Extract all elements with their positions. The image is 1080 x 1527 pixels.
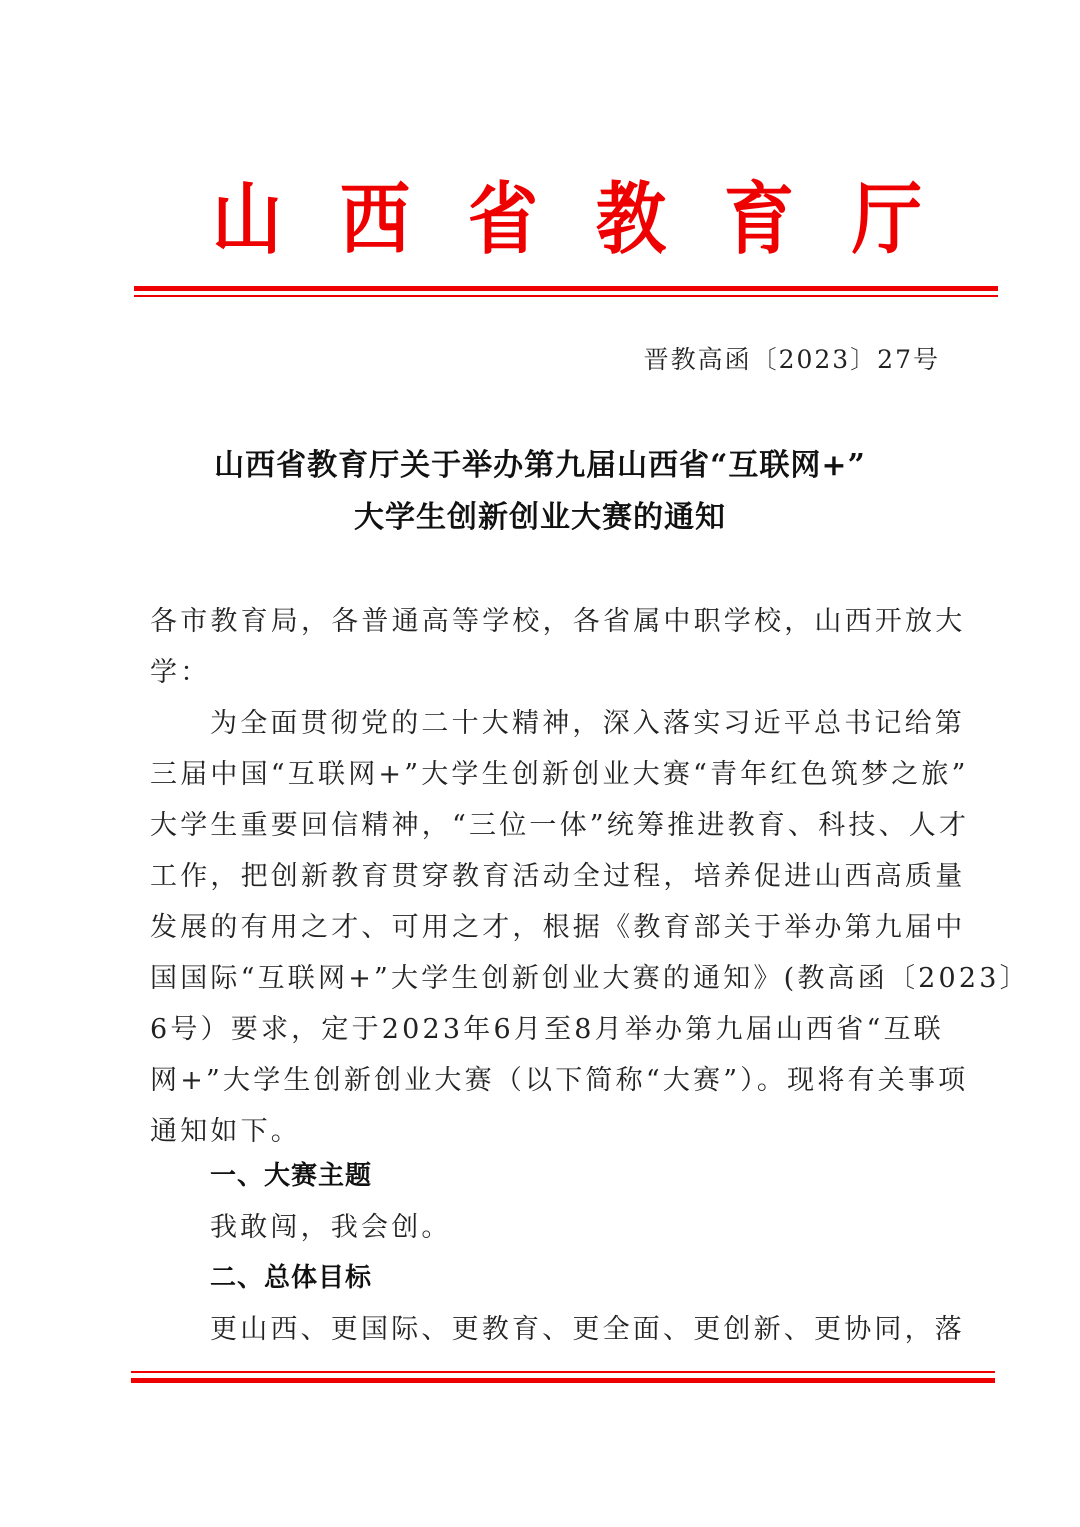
section-text-line: 更山西、更国际、更教育、更全面、更创新、更协同，落 xyxy=(210,1314,965,1345)
body-line: 工作，把创新教育贯穿教育活动全过程，培养促进山西高质量 xyxy=(150,861,966,892)
body-paragraph xyxy=(150,698,1030,1157)
footer-rule-thick xyxy=(131,1378,995,1383)
body-line: 发展的有用之才、可用之才，根据《教育部关于举办第九届中 xyxy=(150,912,966,943)
document-title-line-2: 大学生创新创业大赛的通知 xyxy=(354,500,726,535)
body-line: 三届中国“互联网+”大学生创新创业大赛“青年红色筑梦之旅” xyxy=(150,759,969,790)
section-text-line: 我敢闯，我会创。 xyxy=(210,1212,452,1243)
section-text-goal xyxy=(210,1304,965,1355)
document-number: 晋教高函〔2023〕27号 xyxy=(643,345,940,374)
body-line: 通知如下。 xyxy=(150,1116,301,1147)
addressee xyxy=(150,596,966,698)
masthead-char: 西 xyxy=(339,174,411,265)
masthead-char: 山 xyxy=(211,174,283,265)
addressee-line: 学： xyxy=(150,657,211,688)
section-heading-theme: 一、大赛主题 xyxy=(210,1161,373,1191)
masthead-title xyxy=(130,170,1010,270)
header-rule-thin xyxy=(134,295,998,297)
body-line: 为全面贯彻党的二十大精神，深入落实习近平总书记给第 xyxy=(210,708,965,739)
body-line: 国国际“互联网+”大学生创新创业大赛的通知》(教高函〔2023〕 xyxy=(150,963,1030,994)
section-text-theme xyxy=(210,1202,950,1253)
header-rule-thick xyxy=(134,286,998,291)
body-line: 网+”大学生创新创业大赛（以下简称“大赛”）。现将有关事项 xyxy=(150,1065,969,1096)
footer-rule-thin xyxy=(131,1371,995,1373)
masthead-char: 育 xyxy=(723,174,795,265)
body-line: 大学生重要回信精神，“三位一体”统筹推进教育、科技、人才 xyxy=(150,810,970,841)
body-line: 6号）要求，定于2023年6月至8月举办第九届山西省“互联 xyxy=(150,1014,944,1045)
masthead-char: 省 xyxy=(467,174,539,265)
section-heading-goal: 二、总体目标 xyxy=(210,1263,373,1293)
document-title-line-1: 山西省教育厅关于举办第九届山西省“互联网+” xyxy=(214,448,866,483)
masthead-char: 教 xyxy=(595,174,667,265)
addressee-line: 各市教育局，各普通高等学校，各省属中职学校，山西开放大 xyxy=(150,606,966,637)
masthead-char: 厅 xyxy=(851,174,923,265)
